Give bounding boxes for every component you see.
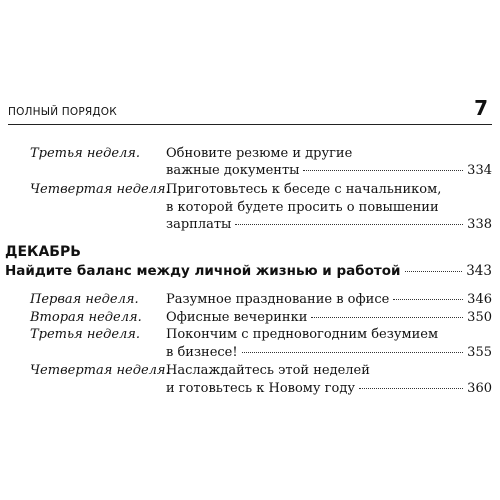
page-number: 7 (474, 96, 488, 120)
week-label: Вторая неделя. (30, 310, 142, 325)
entry-text-line: Покончим с предновогодним безумием (166, 327, 439, 342)
book-title: ПОЛНЫЙ ПОРЯДОК (8, 106, 117, 118)
entry-text-line: зарплаты (166, 217, 232, 232)
entry-text-line: Разумное празднование в офисе (166, 292, 390, 307)
theme-title: Найдите баланс между личной жизнью и работой (5, 263, 401, 279)
entry-text-line: в которой будете просить о повышении (166, 200, 439, 215)
toc-entry-line[interactable] (166, 217, 492, 232)
leader-dots (405, 261, 463, 272)
entry-text-line: в бизнесе! (166, 345, 238, 360)
entry-text-line: и готовьтесь к Новому году (166, 381, 355, 396)
week-label: Четвертая неделя. (30, 182, 170, 197)
leader-dots (235, 214, 463, 225)
week-label: Первая неделя. (30, 292, 139, 307)
week-label: Третья неделя. (30, 146, 141, 161)
toc-entry-line[interactable] (166, 163, 492, 178)
week-label: Третья неделя. (30, 327, 141, 342)
leader-dots (359, 378, 463, 389)
entry-text-line: Офисные вечеринки (166, 310, 308, 325)
entry-page: 360 (467, 381, 492, 396)
leader-dots (303, 160, 463, 171)
entry-page: 355 (467, 345, 492, 360)
entry-text-line: Обновите резюме и другие (166, 146, 353, 161)
toc-entry-line[interactable] (166, 381, 492, 396)
month-theme[interactable] (5, 263, 492, 279)
entry-page: 350 (467, 310, 492, 325)
leader-dots (311, 307, 463, 318)
leader-dots (393, 289, 463, 300)
toc-entry-line[interactable] (166, 310, 492, 325)
month-heading: ДЕКАБРЬ (5, 244, 81, 260)
toc-entry-line[interactable] (166, 345, 492, 360)
entry-page: 338 (467, 217, 492, 232)
entry-text-line: Приготовьтесь к беседе с начальником, (166, 182, 442, 197)
leader-dots (242, 342, 464, 353)
entry-text-line: важные документы (166, 163, 300, 178)
running-header (8, 96, 492, 125)
theme-page: 343 (466, 263, 492, 279)
entry-page: 346 (467, 292, 492, 307)
week-label: Четвертая неделя. (30, 363, 170, 378)
entry-text-line: Наслаждайтесь этой неделей (166, 363, 370, 378)
entry-page: 334 (467, 163, 492, 178)
toc-entry-line[interactable] (166, 292, 492, 307)
